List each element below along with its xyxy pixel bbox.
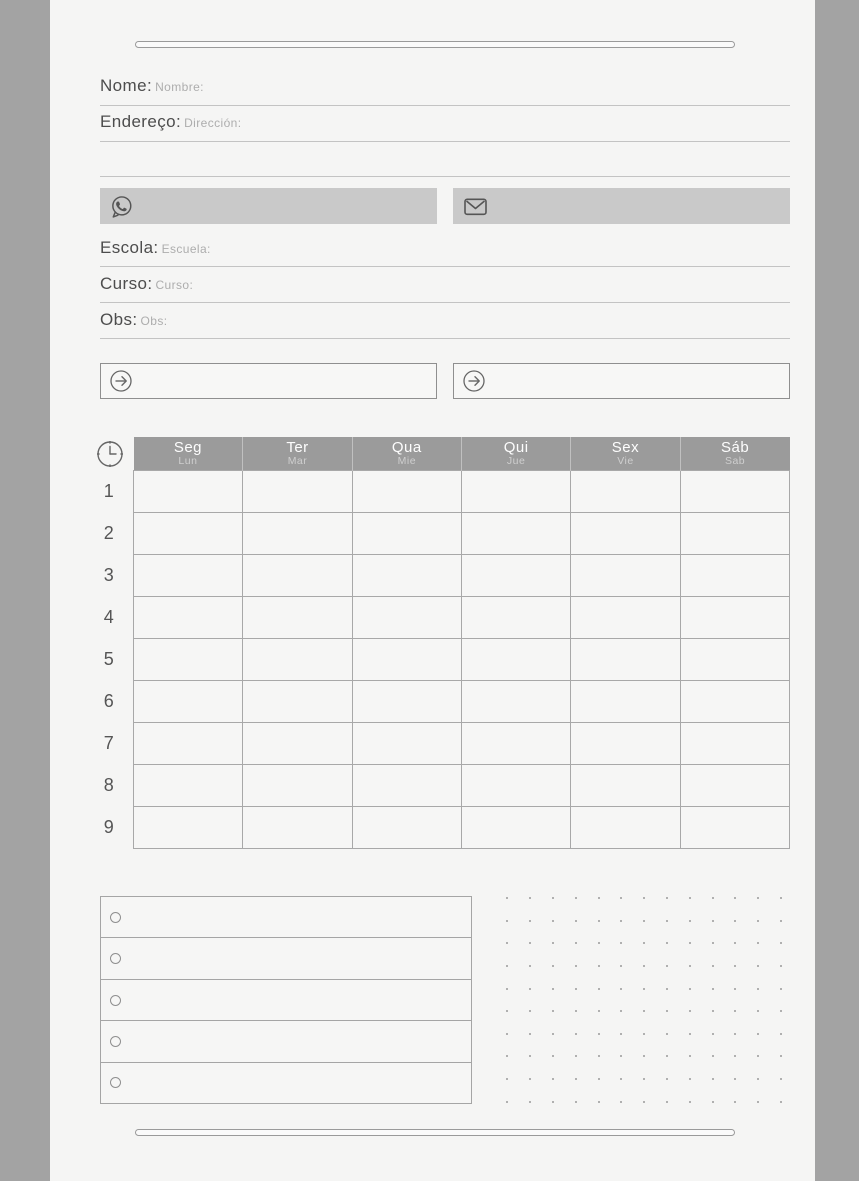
schedule-cell-qua-2[interactable]	[352, 513, 461, 555]
dot	[529, 1010, 531, 1012]
schedule-cell-qui-9[interactable]	[461, 807, 570, 849]
schedule-cell-ter-9[interactable]	[243, 807, 352, 849]
dot	[506, 988, 508, 990]
dot	[575, 1033, 577, 1035]
dot	[620, 920, 622, 922]
dot	[506, 942, 508, 944]
dot	[643, 1101, 645, 1103]
dot	[689, 965, 691, 967]
schedule-cell-qui-3[interactable]	[461, 555, 570, 597]
dot	[780, 942, 782, 944]
dot	[620, 1055, 622, 1057]
schedule-row-9	[134, 807, 790, 849]
dot	[575, 965, 577, 967]
schedule-cell-seg-2[interactable]	[134, 513, 243, 555]
dot	[712, 1033, 714, 1035]
dot	[712, 897, 714, 899]
day-header-sex	[571, 437, 680, 471]
dot	[643, 1078, 645, 1080]
address-label-es: Dirección:	[184, 116, 242, 130]
school-field-label	[100, 238, 211, 258]
day-label-es: Mar	[287, 455, 308, 467]
schedule-cell-qui-2[interactable]	[461, 513, 570, 555]
dot	[552, 942, 554, 944]
dot	[780, 1033, 782, 1035]
dot	[780, 1010, 782, 1012]
dot	[643, 942, 645, 944]
schedule-cell-qua-7[interactable]	[352, 723, 461, 765]
schedule-row-8	[134, 765, 790, 807]
arrow-right-circle-icon	[109, 369, 133, 393]
schedule-cell-sex-6[interactable]	[571, 681, 680, 723]
dot	[575, 942, 577, 944]
schedule-cell-seg-1[interactable]	[134, 471, 243, 513]
dot	[780, 1078, 782, 1080]
dot	[620, 1033, 622, 1035]
dot	[506, 920, 508, 922]
dot	[666, 1101, 668, 1103]
dot	[780, 897, 782, 899]
dot	[575, 988, 577, 990]
dot	[552, 897, 554, 899]
schedule-cell-qui-7[interactable]	[461, 723, 570, 765]
dot	[552, 965, 554, 967]
dot	[666, 942, 668, 944]
schedule-row-7	[134, 723, 790, 765]
dot	[712, 942, 714, 944]
day-header-qui	[461, 437, 570, 471]
dot	[598, 942, 600, 944]
dot	[734, 1101, 736, 1103]
dot	[689, 1078, 691, 1080]
dot	[598, 897, 600, 899]
dot	[529, 897, 531, 899]
address-field-label	[100, 112, 241, 132]
dot	[666, 1010, 668, 1012]
address-input-line-2[interactable]	[100, 176, 790, 177]
dot	[666, 1078, 668, 1080]
schedule-cell-qui-8[interactable]	[461, 765, 570, 807]
schedule-cell-sáb-7[interactable]	[680, 723, 789, 765]
dot	[620, 1010, 622, 1012]
dot	[689, 942, 691, 944]
dot	[552, 1101, 554, 1103]
schedule-table	[133, 437, 790, 849]
dot	[780, 965, 782, 967]
dot	[620, 942, 622, 944]
dot	[734, 897, 736, 899]
schedule-row-4	[134, 597, 790, 639]
dot	[757, 965, 759, 967]
dot	[598, 965, 600, 967]
dot	[643, 1055, 645, 1057]
dot	[643, 897, 645, 899]
school-label-pt: Escola:	[100, 238, 159, 257]
dot	[712, 1055, 714, 1057]
dot	[575, 920, 577, 922]
day-label-pt: Qui	[503, 439, 529, 456]
dot	[575, 1055, 577, 1057]
schedule-cell-sáb-6[interactable]	[680, 681, 789, 723]
dot	[689, 1101, 691, 1103]
course-field-label	[100, 274, 193, 294]
schedule-cell-qui-1[interactable]	[461, 471, 570, 513]
schedule-cell-ter-2[interactable]	[243, 513, 352, 555]
dot	[712, 1078, 714, 1080]
clock-icon	[96, 440, 124, 473]
schedule-cell-sáb-3[interactable]	[680, 555, 789, 597]
period-number-1: 1	[103, 481, 115, 501]
circle-bullet-icon	[110, 995, 121, 1006]
circle-bullet-icon	[110, 912, 121, 923]
dot	[780, 988, 782, 990]
checklist-row-2[interactable]	[101, 938, 471, 979]
dot	[529, 1078, 531, 1080]
schedule-cell-qua-8[interactable]	[352, 765, 461, 807]
schedule-cell-seg-5[interactable]	[134, 639, 243, 681]
period-number-8: 8	[103, 775, 115, 795]
day-label-es: Mie	[397, 455, 417, 467]
schedule-cell-sáb-2[interactable]	[680, 513, 789, 555]
schedule-cell-sex-1[interactable]	[571, 471, 680, 513]
whatsapp-field[interactable]	[100, 188, 437, 224]
name-input-line[interactable]	[100, 105, 790, 106]
dot	[734, 942, 736, 944]
dot	[529, 1033, 531, 1035]
schedule-cell-sex-8[interactable]	[571, 765, 680, 807]
schedule-cell-sáb-4[interactable]	[680, 597, 789, 639]
dot	[506, 1033, 508, 1035]
period-number-3: 3	[103, 565, 115, 585]
dot	[689, 897, 691, 899]
day-header-seg	[134, 437, 243, 471]
dot	[734, 1010, 736, 1012]
dot	[712, 965, 714, 967]
dot	[643, 1033, 645, 1035]
schedule-cell-seg-7[interactable]	[134, 723, 243, 765]
schedule-cell-sáb-5[interactable]	[680, 639, 789, 681]
dot	[598, 1101, 600, 1103]
dot	[734, 988, 736, 990]
dot	[666, 965, 668, 967]
schedule-cell-sex-9[interactable]	[571, 807, 680, 849]
course-input-line[interactable]	[100, 302, 790, 303]
goal-box-1[interactable]	[100, 363, 437, 399]
dot	[620, 1101, 622, 1103]
dot	[575, 1010, 577, 1012]
schedule-row-6	[134, 681, 790, 723]
dot	[689, 1033, 691, 1035]
course-label-pt: Curso:	[100, 274, 153, 293]
day-label-es: Sab	[724, 455, 746, 467]
dot	[689, 1010, 691, 1012]
schedule-cell-sáb-8[interactable]	[680, 765, 789, 807]
schedule-cell-ter-4[interactable]	[243, 597, 352, 639]
dot	[712, 988, 714, 990]
dot	[529, 988, 531, 990]
dot	[666, 920, 668, 922]
name-field-label	[100, 76, 204, 96]
schedule-cell-qua-9[interactable]	[352, 807, 461, 849]
dot	[734, 965, 736, 967]
circle-bullet-icon	[110, 1077, 121, 1088]
dot	[757, 1033, 759, 1035]
school-input-line[interactable]	[100, 266, 790, 267]
day-label-es: Vie	[617, 455, 634, 467]
dot	[552, 1033, 554, 1035]
schedule-cell-qua-6[interactable]	[352, 681, 461, 723]
dot	[643, 920, 645, 922]
schedule-cell-ter-6[interactable]	[243, 681, 352, 723]
schedule-cell-qua-5[interactable]	[352, 639, 461, 681]
dot	[598, 920, 600, 922]
dot	[643, 965, 645, 967]
dot	[734, 1055, 736, 1057]
day-header-ter	[243, 437, 352, 471]
day-label-pt: Ter	[286, 439, 309, 456]
notes-field-label	[100, 310, 167, 330]
dot	[757, 1055, 759, 1057]
dot	[712, 1010, 714, 1012]
dot	[689, 920, 691, 922]
address-input-line[interactable]	[100, 141, 790, 142]
dot	[575, 1101, 577, 1103]
notes-label-pt: Obs:	[100, 310, 138, 329]
period-number-4: 4	[103, 607, 115, 627]
schedule-cell-sex-2[interactable]	[571, 513, 680, 555]
dot	[734, 1078, 736, 1080]
day-label-pt: Qua	[391, 439, 422, 456]
dot	[712, 920, 714, 922]
schedule-cell-ter-1[interactable]	[243, 471, 352, 513]
dot	[689, 988, 691, 990]
dot	[506, 1010, 508, 1012]
dot	[757, 920, 759, 922]
dot	[575, 1078, 577, 1080]
dot	[643, 988, 645, 990]
course-label-es: Curso:	[155, 278, 194, 292]
school-label-es: Escuela:	[161, 242, 211, 256]
schedule-cell-ter-7[interactable]	[243, 723, 352, 765]
schedule-cell-sáb-1[interactable]	[680, 471, 789, 513]
dot	[666, 988, 668, 990]
day-label-es: Jue	[506, 455, 526, 467]
dot	[734, 1033, 736, 1035]
day-header-sáb	[680, 437, 789, 471]
dot	[780, 1055, 782, 1057]
dot	[506, 1055, 508, 1057]
dot	[529, 920, 531, 922]
checklist-row-5[interactable]	[101, 1063, 471, 1103]
dot	[529, 1101, 531, 1103]
schedule-cell-qui-4[interactable]	[461, 597, 570, 639]
schedule-cell-seg-6[interactable]	[134, 681, 243, 723]
schedule-row-1	[134, 471, 790, 513]
dot	[780, 1101, 782, 1103]
checklist	[100, 896, 472, 1104]
dot	[552, 1055, 554, 1057]
circle-bullet-icon	[110, 953, 121, 964]
dot	[552, 1010, 554, 1012]
schedule-cell-seg-4[interactable]	[134, 597, 243, 639]
schedule-cell-sáb-9[interactable]	[680, 807, 789, 849]
dot	[757, 1078, 759, 1080]
dot	[575, 897, 577, 899]
schedule-row-2	[134, 513, 790, 555]
schedule-cell-seg-3[interactable]	[134, 555, 243, 597]
dot	[620, 897, 622, 899]
dot	[598, 1078, 600, 1080]
dot-grid	[496, 887, 792, 1113]
schedule-cell-qua-3[interactable]	[352, 555, 461, 597]
schedule-cell-qua-4[interactable]	[352, 597, 461, 639]
dot	[620, 988, 622, 990]
schedule-cell-sex-4[interactable]	[571, 597, 680, 639]
dot	[689, 1055, 691, 1057]
day-label-pt: Sex	[611, 439, 640, 456]
schedule-cell-seg-8[interactable]	[134, 765, 243, 807]
goal-box-2[interactable]	[453, 363, 790, 399]
circle-bullet-icon	[110, 1036, 121, 1047]
day-label-es: Lun	[178, 455, 198, 467]
whatsapp-icon	[109, 194, 134, 219]
dot	[598, 988, 600, 990]
dot	[666, 1055, 668, 1057]
dot	[529, 965, 531, 967]
schedule-cell-qui-6[interactable]	[461, 681, 570, 723]
schedule-cell-sex-3[interactable]	[571, 555, 680, 597]
dot	[552, 1078, 554, 1080]
checklist-row-3[interactable]	[101, 980, 471, 1021]
dot	[757, 1010, 759, 1012]
dot	[666, 897, 668, 899]
dot	[552, 920, 554, 922]
period-number-2: 2	[103, 523, 115, 543]
dot	[643, 1010, 645, 1012]
dot	[757, 1101, 759, 1103]
dot	[620, 965, 622, 967]
checklist-row-1[interactable]	[101, 897, 471, 938]
arrow-right-circle-icon	[462, 369, 486, 393]
email-field[interactable]	[453, 188, 790, 224]
dot	[506, 965, 508, 967]
address-label-pt: Endereço:	[100, 112, 182, 131]
schedule-cell-ter-3[interactable]	[243, 555, 352, 597]
dot	[757, 988, 759, 990]
dot	[506, 1101, 508, 1103]
dot	[666, 1033, 668, 1035]
schedule-cell-sex-7[interactable]	[571, 723, 680, 765]
day-header-qua	[352, 437, 461, 471]
period-number-5: 5	[103, 649, 115, 669]
schedule-head-row	[134, 437, 790, 471]
dot	[712, 1101, 714, 1103]
dot	[598, 1055, 600, 1057]
dot	[734, 920, 736, 922]
dot	[757, 897, 759, 899]
schedule-row-3	[134, 555, 790, 597]
dot	[598, 1033, 600, 1035]
day-label-pt: Seg	[173, 439, 203, 456]
period-number-6: 6	[103, 691, 115, 711]
name-label-es: Nombre:	[155, 80, 204, 94]
name-label-pt: Nome:	[100, 76, 153, 95]
top-binding-bar	[135, 41, 735, 48]
schedule-cell-qua-1[interactable]	[352, 471, 461, 513]
period-number-7: 7	[103, 733, 115, 753]
day-label-pt: Sáb	[720, 439, 750, 456]
schedule-cell-seg-9[interactable]	[134, 807, 243, 849]
checklist-row-4[interactable]	[101, 1021, 471, 1062]
dot	[552, 988, 554, 990]
worksheet-page	[50, 0, 815, 1181]
schedule-row-5	[134, 639, 790, 681]
dot	[529, 942, 531, 944]
dot	[598, 1010, 600, 1012]
notes-label-es: Obs:	[140, 314, 168, 328]
dot	[620, 1078, 622, 1080]
schedule-cell-qui-5[interactable]	[461, 639, 570, 681]
dot	[780, 920, 782, 922]
bottom-binding-bar	[135, 1129, 735, 1136]
schedule-cell-sex-5[interactable]	[571, 639, 680, 681]
notes-input-line[interactable]	[100, 338, 790, 339]
schedule-cell-ter-5[interactable]	[243, 639, 352, 681]
period-number-9: 9	[103, 817, 115, 837]
dot	[757, 942, 759, 944]
dot	[506, 897, 508, 899]
schedule-cell-ter-8[interactable]	[243, 765, 352, 807]
dot	[529, 1055, 531, 1057]
envelope-icon	[462, 194, 489, 219]
dot	[506, 1078, 508, 1080]
